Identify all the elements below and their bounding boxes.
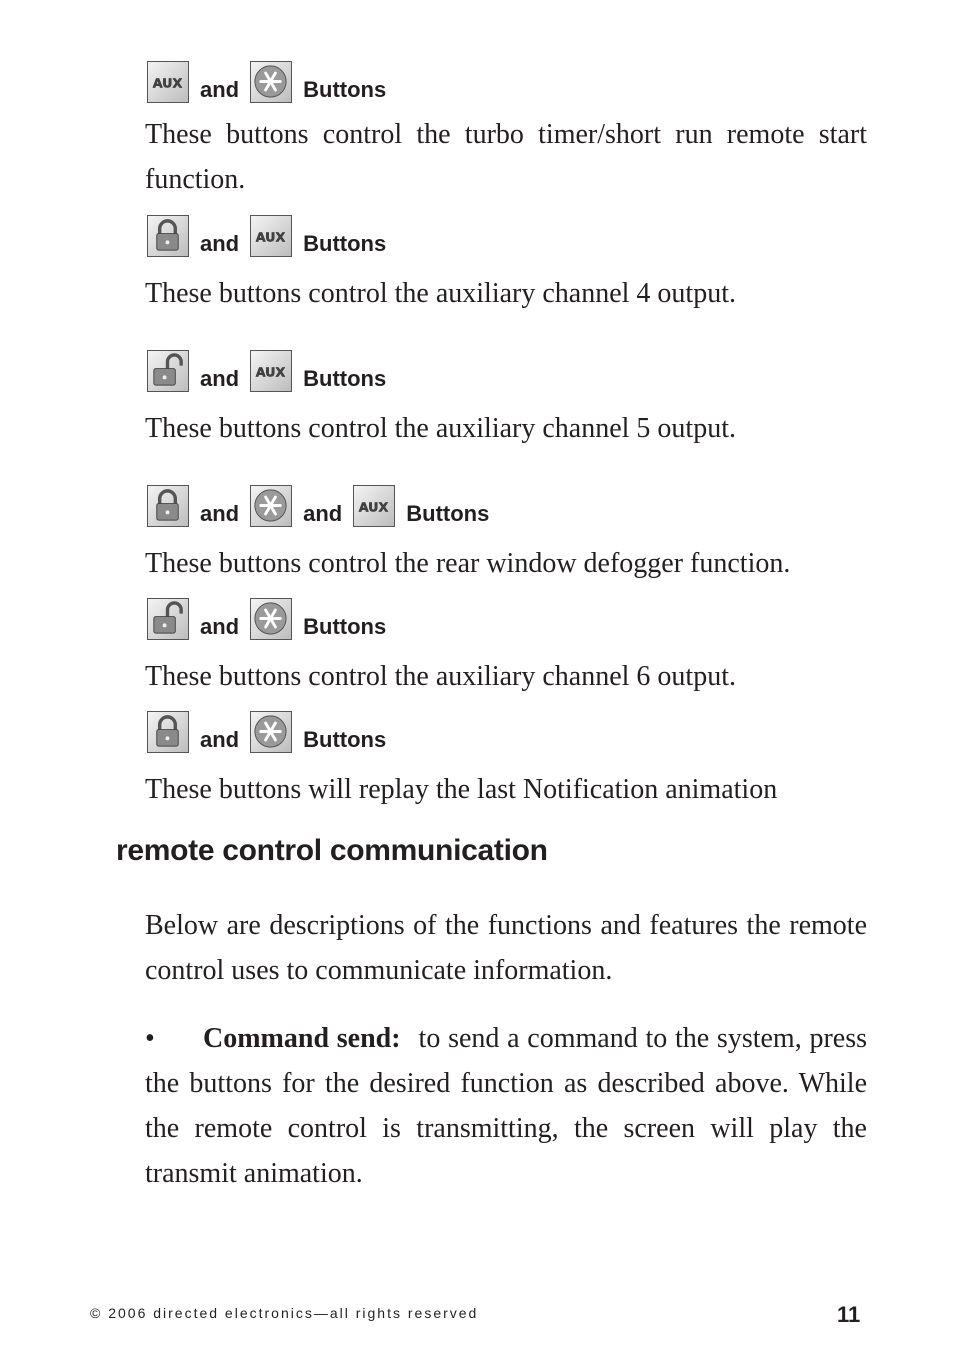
joiner-and: and — [200, 614, 240, 639]
buttons-label: Buttons — [303, 77, 387, 102]
star-button-icon — [250, 598, 292, 640]
row-3-description: These buttons control the auxiliary channel 5 output. — [145, 413, 736, 444]
aux-button-icon — [147, 61, 189, 103]
bullet-text: to send a command to the system, press the buttons for the desired function as described above. While the remote control is transmitting, the screen will play the transmit animation. — [145, 1023, 867, 1189]
section-intro: Below are descriptions of the functions and features the remote control uses to communicate information. — [145, 910, 867, 986]
row-2-heading — [147, 209, 397, 257]
joiner-and: and — [200, 727, 240, 752]
row-2-description: These buttons control the auxiliary channel 4 output. — [145, 278, 736, 309]
svg-text:AUX: AUX — [152, 75, 183, 91]
row-6-heading — [147, 705, 397, 753]
section-title: remote control communication — [116, 834, 548, 867]
bullet-command-send — [145, 1016, 867, 1196]
bullet-symbol: • — [145, 1023, 155, 1054]
aux-button-icon — [250, 350, 292, 392]
copyright-notice: © 2006 directed electronics—all rights reserved — [90, 1305, 479, 1321]
svg-text:AUX: AUX — [359, 499, 389, 515]
joiner-and: and — [200, 501, 240, 526]
joiner-and: and — [200, 77, 240, 102]
unlock-button-icon — [147, 350, 189, 392]
row-1-heading — [147, 55, 397, 103]
lock-button-icon — [147, 215, 189, 257]
lock-button-icon — [147, 711, 189, 753]
star-button-icon — [250, 711, 292, 753]
joiner-and: and — [200, 231, 240, 256]
aux-button-icon — [250, 215, 292, 257]
joiner-and: and — [200, 366, 240, 391]
lock-button-icon — [147, 485, 189, 527]
buttons-label: Buttons — [303, 366, 387, 391]
joiner-and: and — [303, 501, 343, 526]
bullet-term: Command send: — [203, 1023, 401, 1054]
row-4-heading — [147, 479, 500, 527]
row-1-description: These buttons control the turbo timer/short run remote start function. — [145, 119, 867, 195]
star-button-icon — [250, 485, 292, 527]
row-5-heading — [147, 592, 397, 640]
buttons-label: Buttons — [303, 614, 387, 639]
buttons-label: Buttons — [303, 727, 387, 752]
row-6-description: These buttons will replay the last Notification animation — [145, 774, 778, 805]
aux-button-icon — [353, 485, 395, 527]
row-4-description: These buttons control the rear window defogger function. — [145, 548, 791, 579]
unlock-button-icon — [147, 598, 189, 640]
star-button-icon — [250, 61, 292, 103]
buttons-label: Buttons — [303, 231, 387, 256]
svg-text:AUX: AUX — [255, 229, 286, 245]
buttons-label: Buttons — [406, 501, 490, 526]
row-5-description: These buttons control the auxiliary channel 6 output. — [145, 661, 736, 692]
svg-text:AUX: AUX — [255, 364, 286, 380]
row-3-heading — [147, 344, 397, 392]
page-number: 11 — [837, 1302, 861, 1327]
